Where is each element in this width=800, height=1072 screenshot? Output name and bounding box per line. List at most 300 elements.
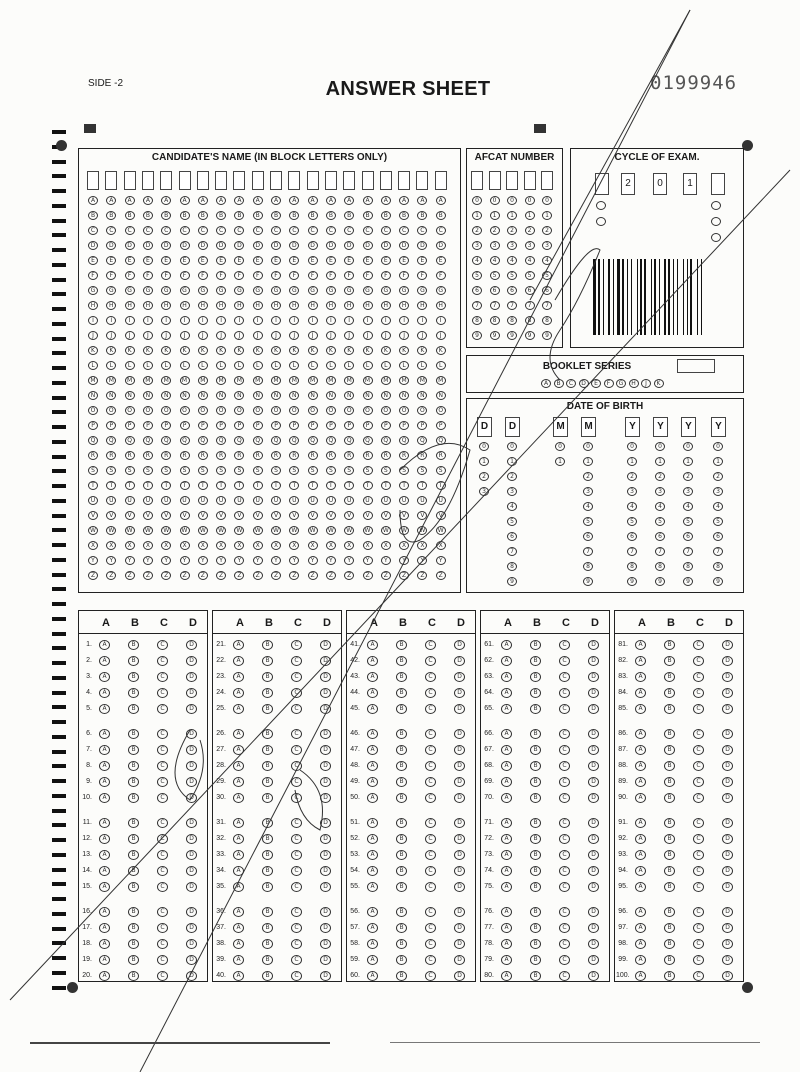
name-bubble[interactable]: E xyxy=(198,256,208,265)
name-bubble[interactable]: S xyxy=(161,466,171,475)
name-bubble[interactable]: L xyxy=(436,361,446,370)
answer-bubble[interactable]: B xyxy=(530,834,541,844)
name-bubble[interactable]: R xyxy=(253,451,263,460)
name-bubble[interactable]: I xyxy=(198,316,208,325)
answer-bubble[interactable]: A xyxy=(99,850,110,860)
answer-bubble[interactable]: B xyxy=(396,704,407,714)
answer-bubble[interactable]: D xyxy=(588,745,599,755)
name-bubble[interactable]: X xyxy=(216,541,226,550)
name-bubble[interactable]: E xyxy=(363,256,373,265)
answer-bubble[interactable]: D xyxy=(722,818,733,828)
name-bubble[interactable]: D xyxy=(234,241,244,250)
name-bubble[interactable]: X xyxy=(381,541,391,550)
name-bubble[interactable]: B xyxy=(308,211,318,220)
name-write-box[interactable] xyxy=(288,171,300,190)
answer-bubble[interactable]: D xyxy=(320,907,331,917)
name-bubble[interactable]: O xyxy=(161,406,171,415)
answer-bubble[interactable]: A xyxy=(233,688,244,698)
answer-bubble[interactable]: A xyxy=(367,971,378,981)
answer-bubble[interactable]: D xyxy=(186,923,197,933)
name-bubble[interactable]: K xyxy=(399,346,409,355)
answer-bubble[interactable]: C xyxy=(559,777,570,787)
name-bubble[interactable]: R xyxy=(308,451,318,460)
name-bubble[interactable]: R xyxy=(106,451,116,460)
answer-bubble[interactable]: C xyxy=(291,793,302,803)
name-bubble[interactable]: Q xyxy=(253,436,263,445)
name-bubble[interactable]: Q xyxy=(234,436,244,445)
name-bubble[interactable]: D xyxy=(326,241,336,250)
name-bubble[interactable]: U xyxy=(326,496,336,505)
answer-bubble[interactable]: B xyxy=(396,923,407,933)
answer-bubble[interactable]: A xyxy=(233,761,244,771)
name-bubble[interactable]: U xyxy=(381,496,391,505)
name-bubble[interactable]: O xyxy=(180,406,190,415)
name-bubble[interactable]: C xyxy=(381,226,391,235)
answer-bubble[interactable]: B xyxy=(396,818,407,828)
afcat-bubble[interactable]: 9 xyxy=(542,331,552,340)
answer-bubble[interactable]: B xyxy=(396,907,407,917)
name-bubble[interactable]: P xyxy=(417,421,427,430)
answer-bubble[interactable]: D xyxy=(588,882,599,892)
answer-bubble[interactable]: C xyxy=(425,882,436,892)
name-write-box[interactable] xyxy=(197,171,209,190)
name-bubble[interactable]: H xyxy=(180,301,190,310)
name-bubble[interactable]: B xyxy=(88,211,98,220)
answer-bubble[interactable]: C xyxy=(157,704,168,714)
answer-bubble[interactable]: C xyxy=(693,866,704,876)
answer-bubble[interactable]: B xyxy=(128,818,139,828)
name-bubble[interactable]: S xyxy=(271,466,281,475)
name-bubble[interactable]: Y xyxy=(308,556,318,565)
answer-bubble[interactable]: B xyxy=(262,939,273,949)
name-bubble[interactable]: G xyxy=(180,286,190,295)
answer-bubble[interactable]: D xyxy=(454,761,465,771)
name-bubble[interactable]: F xyxy=(344,271,354,280)
name-bubble[interactable]: G xyxy=(125,286,135,295)
dob-bubble[interactable]: 2 xyxy=(683,472,693,481)
dob-bubble[interactable]: 0 xyxy=(479,442,489,451)
answer-bubble[interactable]: A xyxy=(367,834,378,844)
name-bubble[interactable]: F xyxy=(308,271,318,280)
name-bubble[interactable]: L xyxy=(106,361,116,370)
name-bubble[interactable]: O xyxy=(143,406,153,415)
answer-bubble[interactable]: B xyxy=(262,656,273,666)
answer-bubble[interactable]: A xyxy=(635,793,646,803)
answer-bubble[interactable]: B xyxy=(262,882,273,892)
name-bubble[interactable]: I xyxy=(143,316,153,325)
name-bubble[interactable]: T xyxy=(234,481,244,490)
answer-bubble[interactable]: C xyxy=(425,850,436,860)
dob-bubble[interactable]: 4 xyxy=(683,502,693,511)
name-bubble[interactable]: T xyxy=(308,481,318,490)
name-bubble[interactable]: R xyxy=(234,451,244,460)
name-bubble[interactable]: F xyxy=(198,271,208,280)
name-bubble[interactable]: I xyxy=(399,316,409,325)
answer-bubble[interactable]: C xyxy=(425,834,436,844)
answer-bubble[interactable]: C xyxy=(291,939,302,949)
answer-bubble[interactable]: C xyxy=(157,971,168,981)
name-bubble[interactable]: Y xyxy=(88,556,98,565)
afcat-bubble[interactable]: 7 xyxy=(542,301,552,310)
answer-bubble[interactable]: D xyxy=(320,923,331,933)
name-bubble[interactable]: N xyxy=(344,391,354,400)
answer-bubble[interactable]: B xyxy=(664,850,675,860)
answer-bubble[interactable]: A xyxy=(635,923,646,933)
answer-bubble[interactable]: D xyxy=(588,729,599,739)
answer-bubble[interactable]: B xyxy=(396,656,407,666)
afcat-bubble[interactable]: 7 xyxy=(507,301,517,310)
answer-bubble[interactable]: C xyxy=(693,850,704,860)
answer-bubble[interactable]: B xyxy=(128,882,139,892)
name-bubble[interactable]: Y xyxy=(180,556,190,565)
name-bubble[interactable]: F xyxy=(234,271,244,280)
name-bubble[interactable]: O xyxy=(88,406,98,415)
name-bubble[interactable]: X xyxy=(417,541,427,550)
name-bubble[interactable]: K xyxy=(381,346,391,355)
answer-bubble[interactable]: C xyxy=(559,971,570,981)
name-bubble[interactable]: L xyxy=(216,361,226,370)
answer-bubble[interactable]: B xyxy=(530,818,541,828)
name-bubble[interactable]: V xyxy=(363,511,373,520)
answer-bubble[interactable]: A xyxy=(99,704,110,714)
answer-bubble[interactable]: D xyxy=(722,882,733,892)
name-bubble[interactable]: O xyxy=(271,406,281,415)
answer-bubble[interactable]: B xyxy=(664,729,675,739)
name-bubble[interactable]: G xyxy=(326,286,336,295)
name-bubble[interactable]: G xyxy=(271,286,281,295)
name-bubble[interactable]: W xyxy=(216,526,226,535)
answer-bubble[interactable]: B xyxy=(530,640,541,650)
name-bubble[interactable]: X xyxy=(436,541,446,550)
answer-bubble[interactable]: B xyxy=(530,704,541,714)
name-bubble[interactable]: M xyxy=(436,376,446,385)
answer-bubble[interactable]: D xyxy=(588,640,599,650)
answer-bubble[interactable]: B xyxy=(262,761,273,771)
answer-bubble[interactable]: C xyxy=(693,882,704,892)
name-bubble[interactable]: H xyxy=(88,301,98,310)
name-bubble[interactable]: E xyxy=(308,256,318,265)
name-bubble[interactable]: C xyxy=(363,226,373,235)
name-bubble[interactable]: U xyxy=(234,496,244,505)
name-bubble[interactable]: V xyxy=(271,511,281,520)
answer-bubble[interactable]: D xyxy=(722,850,733,860)
answer-bubble[interactable]: B xyxy=(128,834,139,844)
name-bubble[interactable]: Z xyxy=(216,571,226,580)
name-bubble[interactable]: T xyxy=(436,481,446,490)
name-bubble[interactable]: N xyxy=(180,391,190,400)
booklet-bubble[interactable]: F xyxy=(604,379,614,388)
name-bubble[interactable]: P xyxy=(234,421,244,430)
answer-bubble[interactable]: D xyxy=(588,907,599,917)
answer-bubble[interactable]: B xyxy=(664,818,675,828)
cycle-bubble[interactable] xyxy=(711,201,721,210)
dob-bubble[interactable]: 1 xyxy=(683,457,693,466)
name-bubble[interactable]: S xyxy=(326,466,336,475)
name-bubble[interactable]: G xyxy=(88,286,98,295)
name-write-box[interactable] xyxy=(215,171,227,190)
afcat-bubble[interactable]: 2 xyxy=(542,226,552,235)
name-bubble[interactable]: H xyxy=(363,301,373,310)
name-write-box[interactable] xyxy=(435,171,447,190)
name-bubble[interactable]: O xyxy=(308,406,318,415)
answer-bubble[interactable]: A xyxy=(99,761,110,771)
name-bubble[interactable]: D xyxy=(381,241,391,250)
name-bubble[interactable]: L xyxy=(234,361,244,370)
name-bubble[interactable]: A xyxy=(143,196,153,205)
answer-bubble[interactable]: B xyxy=(664,656,675,666)
dob-bubble[interactable]: 8 xyxy=(583,562,593,571)
dob-write-box[interactable]: D xyxy=(477,417,492,437)
dob-write-box[interactable]: Y xyxy=(625,417,640,437)
name-bubble[interactable]: Z xyxy=(399,571,409,580)
name-bubble[interactable]: L xyxy=(326,361,336,370)
name-bubble[interactable]: M xyxy=(344,376,354,385)
answer-bubble[interactable]: A xyxy=(635,834,646,844)
name-bubble[interactable]: F xyxy=(143,271,153,280)
dob-bubble[interactable]: 4 xyxy=(655,502,665,511)
name-bubble[interactable]: G xyxy=(253,286,263,295)
name-bubble[interactable]: V xyxy=(180,511,190,520)
name-bubble[interactable]: B xyxy=(399,211,409,220)
name-bubble[interactable]: R xyxy=(381,451,391,460)
answer-bubble[interactable]: C xyxy=(291,882,302,892)
name-bubble[interactable]: O xyxy=(253,406,263,415)
name-bubble[interactable]: U xyxy=(125,496,135,505)
name-bubble[interactable]: X xyxy=(253,541,263,550)
name-bubble[interactable]: T xyxy=(180,481,190,490)
answer-bubble[interactable]: C xyxy=(157,793,168,803)
dob-bubble[interactable]: 2 xyxy=(627,472,637,481)
afcat-bubble[interactable]: 4 xyxy=(490,256,500,265)
name-bubble[interactable]: P xyxy=(253,421,263,430)
name-bubble[interactable]: Q xyxy=(198,436,208,445)
answer-bubble[interactable]: B xyxy=(396,939,407,949)
answer-bubble[interactable]: A xyxy=(99,834,110,844)
name-write-box[interactable] xyxy=(87,171,99,190)
name-bubble[interactable]: S xyxy=(143,466,153,475)
name-bubble[interactable]: S xyxy=(216,466,226,475)
answer-bubble[interactable]: C xyxy=(157,777,168,787)
name-bubble[interactable]: V xyxy=(198,511,208,520)
name-bubble[interactable]: X xyxy=(143,541,153,550)
dob-bubble[interactable]: 0 xyxy=(627,442,637,451)
answer-bubble[interactable]: B xyxy=(262,704,273,714)
name-bubble[interactable]: J xyxy=(363,331,373,340)
answer-bubble[interactable]: C xyxy=(291,688,302,698)
dob-bubble[interactable]: 3 xyxy=(507,487,517,496)
name-bubble[interactable]: N xyxy=(88,391,98,400)
dob-bubble[interactable]: 8 xyxy=(507,562,517,571)
answer-bubble[interactable]: C xyxy=(425,640,436,650)
name-bubble[interactable]: Q xyxy=(326,436,336,445)
name-bubble[interactable]: A xyxy=(399,196,409,205)
answer-bubble[interactable]: C xyxy=(693,907,704,917)
answer-bubble[interactable]: B xyxy=(128,745,139,755)
name-bubble[interactable]: W xyxy=(88,526,98,535)
answer-bubble[interactable]: B xyxy=(128,656,139,666)
name-bubble[interactable]: G xyxy=(344,286,354,295)
name-bubble[interactable]: D xyxy=(344,241,354,250)
name-bubble[interactable]: S xyxy=(308,466,318,475)
dob-bubble[interactable]: 1 xyxy=(713,457,723,466)
name-bubble[interactable]: K xyxy=(436,346,446,355)
dob-bubble[interactable]: 7 xyxy=(713,547,723,556)
answer-bubble[interactable]: A xyxy=(367,907,378,917)
name-bubble[interactable]: J xyxy=(216,331,226,340)
answer-bubble[interactable]: A xyxy=(233,704,244,714)
dob-bubble[interactable]: 2 xyxy=(507,472,517,481)
answer-bubble[interactable]: D xyxy=(186,850,197,860)
answer-bubble[interactable]: A xyxy=(367,955,378,965)
afcat-write-box[interactable] xyxy=(471,171,483,190)
name-bubble[interactable]: H xyxy=(326,301,336,310)
answer-bubble[interactable]: B xyxy=(664,640,675,650)
answer-bubble[interactable]: C xyxy=(425,729,436,739)
answer-bubble[interactable]: A xyxy=(635,729,646,739)
name-bubble[interactable]: D xyxy=(399,241,409,250)
name-bubble[interactable]: C xyxy=(271,226,281,235)
afcat-bubble[interactable]: 8 xyxy=(472,316,482,325)
name-bubble[interactable]: V xyxy=(125,511,135,520)
answer-bubble[interactable]: D xyxy=(454,704,465,714)
name-bubble[interactable]: N xyxy=(289,391,299,400)
name-bubble[interactable]: G xyxy=(308,286,318,295)
answer-bubble[interactable]: B xyxy=(128,939,139,949)
name-bubble[interactable]: J xyxy=(180,331,190,340)
answer-bubble[interactable]: B xyxy=(396,866,407,876)
dob-bubble[interactable]: 7 xyxy=(507,547,517,556)
answer-bubble[interactable]: C xyxy=(693,939,704,949)
name-bubble[interactable]: Z xyxy=(326,571,336,580)
name-bubble[interactable]: K xyxy=(125,346,135,355)
answer-bubble[interactable]: C xyxy=(693,672,704,682)
answer-bubble[interactable]: A xyxy=(367,939,378,949)
afcat-bubble[interactable]: 6 xyxy=(472,286,482,295)
answer-bubble[interactable]: D xyxy=(186,818,197,828)
answer-bubble[interactable]: A xyxy=(233,971,244,981)
name-bubble[interactable]: L xyxy=(143,361,153,370)
name-bubble[interactable]: X xyxy=(125,541,135,550)
afcat-write-box[interactable] xyxy=(506,171,518,190)
name-bubble[interactable]: V xyxy=(308,511,318,520)
afcat-bubble[interactable]: 9 xyxy=(490,331,500,340)
name-bubble[interactable]: B xyxy=(143,211,153,220)
cycle-write-box[interactable]: 1 xyxy=(683,173,697,195)
answer-bubble[interactable]: B xyxy=(128,907,139,917)
answer-bubble[interactable]: A xyxy=(367,793,378,803)
name-bubble[interactable]: L xyxy=(344,361,354,370)
name-bubble[interactable]: O xyxy=(125,406,135,415)
answer-bubble[interactable]: A xyxy=(99,971,110,981)
name-bubble[interactable]: R xyxy=(180,451,190,460)
name-bubble[interactable]: Y xyxy=(344,556,354,565)
name-bubble[interactable]: H xyxy=(106,301,116,310)
name-bubble[interactable]: G xyxy=(234,286,244,295)
name-write-box[interactable] xyxy=(380,171,392,190)
afcat-bubble[interactable]: 8 xyxy=(490,316,500,325)
answer-bubble[interactable]: D xyxy=(186,971,197,981)
answer-bubble[interactable]: A xyxy=(501,793,512,803)
name-bubble[interactable]: K xyxy=(363,346,373,355)
answer-bubble[interactable]: D xyxy=(588,866,599,876)
name-bubble[interactable]: C xyxy=(253,226,263,235)
answer-bubble[interactable]: B xyxy=(664,971,675,981)
answer-bubble[interactable]: D xyxy=(454,818,465,828)
dob-bubble[interactable]: 7 xyxy=(683,547,693,556)
dob-bubble[interactable]: 5 xyxy=(627,517,637,526)
dob-bubble[interactable]: 0 xyxy=(713,442,723,451)
booklet-bubble[interactable]: C xyxy=(566,379,576,388)
name-bubble[interactable]: G xyxy=(417,286,427,295)
answer-bubble[interactable]: B xyxy=(396,955,407,965)
answer-bubble[interactable]: C xyxy=(693,704,704,714)
answer-bubble[interactable]: C xyxy=(559,729,570,739)
answer-bubble[interactable]: C xyxy=(291,640,302,650)
dob-bubble[interactable]: 3 xyxy=(713,487,723,496)
name-bubble[interactable]: Y xyxy=(399,556,409,565)
answer-bubble[interactable]: D xyxy=(186,793,197,803)
answer-bubble[interactable]: A xyxy=(233,818,244,828)
name-bubble[interactable]: V xyxy=(88,511,98,520)
answer-bubble[interactable]: D xyxy=(588,923,599,933)
dob-bubble[interactable]: 6 xyxy=(507,532,517,541)
answer-bubble[interactable]: D xyxy=(588,656,599,666)
name-bubble[interactable]: Y xyxy=(106,556,116,565)
name-bubble[interactable]: M xyxy=(180,376,190,385)
afcat-write-box[interactable] xyxy=(489,171,501,190)
booklet-bubble[interactable]: E xyxy=(591,379,601,388)
answer-bubble[interactable]: A xyxy=(501,907,512,917)
answer-bubble[interactable]: A xyxy=(233,656,244,666)
name-bubble[interactable]: K xyxy=(234,346,244,355)
name-bubble[interactable]: E xyxy=(289,256,299,265)
name-bubble[interactable]: P xyxy=(198,421,208,430)
answer-bubble[interactable]: A xyxy=(233,672,244,682)
answer-bubble[interactable]: B xyxy=(128,971,139,981)
answer-bubble[interactable]: B xyxy=(262,777,273,787)
dob-bubble[interactable]: 1 xyxy=(479,457,489,466)
name-bubble[interactable]: M xyxy=(271,376,281,385)
name-bubble[interactable]: K xyxy=(198,346,208,355)
name-bubble[interactable]: V xyxy=(381,511,391,520)
name-bubble[interactable]: R xyxy=(436,451,446,460)
answer-bubble[interactable]: C xyxy=(693,656,704,666)
name-bubble[interactable]: F xyxy=(125,271,135,280)
answer-bubble[interactable]: C xyxy=(559,704,570,714)
name-bubble[interactable]: Z xyxy=(180,571,190,580)
answer-bubble[interactable]: C xyxy=(693,688,704,698)
name-bubble[interactable]: S xyxy=(253,466,263,475)
name-bubble[interactable]: K xyxy=(106,346,116,355)
name-bubble[interactable]: Q xyxy=(125,436,135,445)
answer-bubble[interactable]: B xyxy=(530,745,541,755)
name-bubble[interactable]: P xyxy=(106,421,116,430)
name-bubble[interactable]: E xyxy=(143,256,153,265)
answer-bubble[interactable]: C xyxy=(291,866,302,876)
answer-bubble[interactable]: B xyxy=(530,955,541,965)
answer-bubble[interactable]: D xyxy=(320,688,331,698)
answer-bubble[interactable]: D xyxy=(454,882,465,892)
name-bubble[interactable]: R xyxy=(417,451,427,460)
name-bubble[interactable]: O xyxy=(363,406,373,415)
name-bubble[interactable]: P xyxy=(344,421,354,430)
name-bubble[interactable]: R xyxy=(88,451,98,460)
answer-bubble[interactable]: D xyxy=(320,866,331,876)
answer-bubble[interactable]: B xyxy=(262,640,273,650)
name-bubble[interactable]: W xyxy=(417,526,427,535)
answer-bubble[interactable]: A xyxy=(233,777,244,787)
name-bubble[interactable]: P xyxy=(216,421,226,430)
